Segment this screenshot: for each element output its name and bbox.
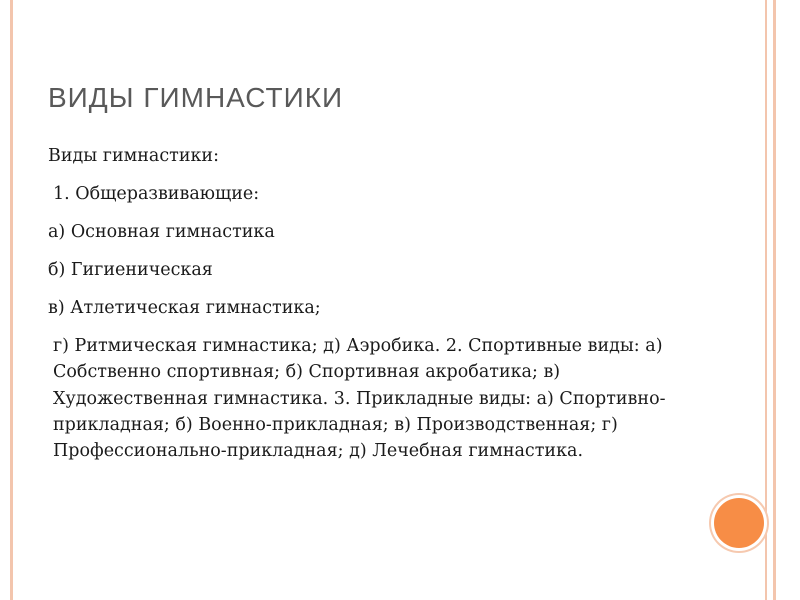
body-line-general: 1. Общеразвивающие: — [53, 184, 260, 204]
right-border-line-inner — [773, 0, 776, 600]
slide-body — [48, 143, 708, 464]
orange-circle-ornament-icon — [714, 498, 764, 548]
body-line-intro: Виды гимнастики: — [48, 146, 219, 166]
body-line-hygienic: б) Гигиеническая — [48, 260, 213, 280]
body-line-athletic: в) Атлетическая гимнастика; — [48, 298, 321, 318]
left-border-line — [10, 0, 13, 600]
right-border-line-outer — [765, 0, 767, 600]
slide-title: ВИДЫ ГИМНАСТИКИ — [48, 82, 344, 113]
body-paragraph-types: г) Ритмическая гимнастика; д) Аэробика. 2. Спортивные виды: а) Собственно спортивная; б) Спортивная акробатика; в) Художественная гимнастика. 3. Прикладные виды: а) Спортивно-прикладная; б) Военно-прикладная; в) Производственная; г) Профессионально-прикладная; д) Лечебная гимнастика. — [53, 336, 666, 462]
body-line-basic: а) Основная гимнастика — [48, 222, 275, 242]
